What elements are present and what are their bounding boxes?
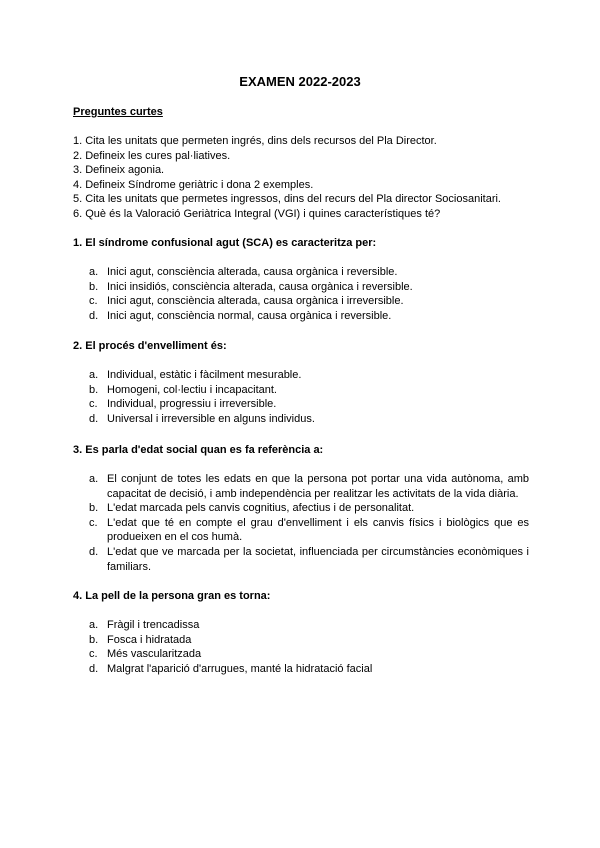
short-question-2: 2. Defineix les cures pal·liatives. — [73, 149, 231, 162]
option-letter: a. — [89, 619, 99, 631]
option-letter: b. — [89, 502, 99, 515]
option-text: Més vascularitzada — [107, 648, 202, 661]
option-letter: c. — [89, 398, 98, 411]
option-letter: d. — [89, 412, 99, 425]
option-letter: a. — [89, 266, 99, 278]
option-text: Individual, progressiu i irreversible. — [107, 398, 277, 411]
option-letter: c. — [89, 295, 98, 308]
question-3-option-d — [89, 545, 529, 574]
option-text: Homogeni, col·lectiu i incapacitant. — [107, 383, 277, 396]
question-4-heading: 4. La pell de la persona gran es torna: — [73, 590, 271, 602]
option-letter: a. — [89, 473, 99, 485]
question-1-heading: 1. El síndrome confusional agut (SCA) es caracteritza per: — [73, 237, 377, 249]
option-text: Fràgil i trencadissa — [107, 619, 200, 631]
option-letter: c. — [89, 648, 98, 661]
option-letter: b. — [89, 383, 99, 396]
option-text: Malgrat l'aparició d'arrugues, manté la hidratació facial — [107, 662, 373, 675]
short-question-1: 1. Cita les unitats que permeten ingrés, dins dels recursos del Pla Director. — [73, 135, 437, 147]
question-4-option-c — [89, 647, 529, 662]
short-questions-list — [73, 134, 533, 222]
question-2-option-d — [89, 412, 529, 427]
option-text: Inici agut, consciència normal, causa orgànica i reversible. — [107, 309, 392, 322]
question-4-option-b — [89, 633, 529, 648]
option-letter: d. — [89, 545, 99, 558]
question-2-option-b — [89, 383, 529, 398]
short-question-6: 6. Què és la Valoració Geriàtrica Integral (VGI) i quines característiques té? — [73, 207, 441, 220]
question-3-heading: 3. Es parla d'edat social quan es fa referència a: — [73, 444, 324, 456]
question-3-options — [89, 472, 529, 574]
question-3-option-a — [89, 472, 529, 501]
question-4-option-d — [89, 662, 529, 677]
option-letter: d. — [89, 309, 99, 322]
question-2-options — [89, 368, 529, 426]
option-letter: c. — [89, 516, 98, 529]
exam-title: EXAMEN 2022-2023 — [239, 74, 361, 89]
option-letter: b. — [89, 280, 99, 293]
question-1-option-c — [89, 294, 529, 309]
short-question-3: 3. Defineix agonia. — [73, 164, 165, 177]
option-text: Individual, estàtic i fàcilment mesurable. — [107, 369, 302, 381]
option-text: L'edat marcada pels canvis cognitius, afectius i de personalitat. — [107, 502, 415, 515]
option-letter: d. — [89, 662, 99, 675]
option-text: El conjunt de totes les edats en que la persona pot portar una vida autònoma, amb capacitat de decisió, i amb independència per realitzar les activitats de la vida diària. — [107, 473, 529, 500]
option-text: Universal i irreversible en alguns individus. — [107, 412, 315, 425]
question-1-option-a — [89, 265, 529, 280]
short-questions-heading: Preguntes curtes — [73, 106, 163, 118]
question-1-option-b — [89, 280, 529, 295]
question-4-options — [89, 618, 529, 676]
question-2-option-a — [89, 368, 529, 383]
question-3-option-b — [89, 501, 529, 516]
short-question-5: 5. Cita les unitats que permetes ingressos, dins del recurs del Pla director Sociosanitari. — [73, 193, 501, 206]
question-1-options — [89, 265, 529, 323]
question-4-option-a — [89, 618, 529, 633]
option-text: L'edat que té en compte el grau d'envelliment i els canvis físics i biològics que es produeixen en el cos humà. — [107, 516, 529, 544]
option-text: L'edat que ve marcada per la societat, influenciada per circumstàncies econòmiques i familiars. — [107, 545, 529, 573]
option-text: Inici insidiós, consciència alterada, causa orgànica i reversible. — [107, 280, 413, 293]
question-2-heading: 2. El procés d'envelliment és: — [73, 340, 227, 352]
option-letter: a. — [89, 369, 99, 381]
option-text: Inici agut, consciència alterada, causa orgànica i irreversible. — [107, 295, 404, 308]
question-1-option-d — [89, 309, 529, 324]
short-question-4: 4. Defineix Síndrome geriàtric i dona 2 exemples. — [73, 178, 314, 191]
question-3-option-c — [89, 516, 529, 545]
option-text: Fosca i hidratada — [107, 633, 192, 646]
option-letter: b. — [89, 633, 99, 646]
question-2-option-c — [89, 397, 529, 412]
option-text: Inici agut, consciència alterada, causa orgànica i reversible. — [107, 266, 398, 278]
